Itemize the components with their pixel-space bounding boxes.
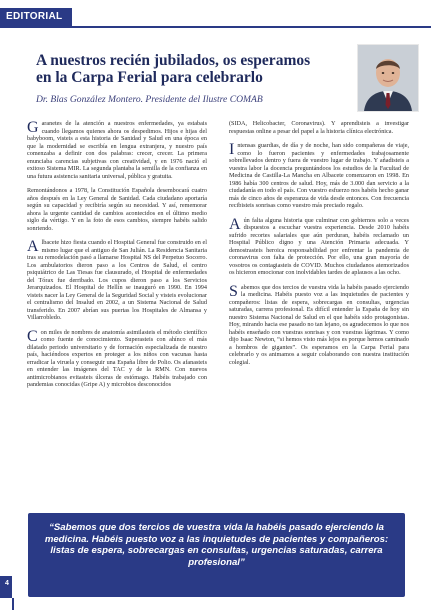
pull-quote: “Sabemos que dos tercios de vuestra vida la habéis pasado ejerciendo la medicina. Habéis puesto voz a las inquietudes de pacientes y compañeros: listas de espera, sobrecargas en consultas, urgencias saturadas, carrera profesional” bbox=[44, 522, 389, 568]
left-column bbox=[27, 120, 207, 396]
page-rule bbox=[12, 598, 14, 610]
paragraph-text: on miles de nombres de anatomía asimilasteis el método científico como fuente de conocimiento. Superasteis con ahínco el más dilatado periodo universitario y de formación especializada de nuestro país, haciéndoos expertos en proteger a los niños con vacunas hasta erradicar la viruela y conseguir una España libre de Polio. Os afanasteis en entender las imágenes del TAC y de la RMN. Con nuevos antimicrobianos evitasteis úlceras de estómago. Habéis trabajado con pandemias conocidas (Gripe A) y microbios desconocidos bbox=[27, 328, 207, 388]
paragraph-text: abemos que dos tercios de vuestra vida la habéis pasado ejerciendo la medicina. Habéis puesto voz a las inquietudes de pacientes y compañeros: listas de espera, sobrecargas en consultas, urgencias saturadas, carrera profesional. Es difícil entender la España de hoy sin nuestro Sistema Nacional de Salud en el que habéis sido protagonistas. Hoy, mirando hacia ese pasado no tan lejano, os agradecemos lo que nos habéis enseñado con vuestras sonrisas y con vuestras lágrimas. Y como dijo Isaac Newton, “si hemos visto más lejos es porque hemos caminado a hombros de gigantes”. Os esperamos en la Carpa Ferial para celebrarlo y os animamos a seguir colaborando con nuestra institución colegial. bbox=[229, 283, 409, 366]
paragraph-text: aranetes de la atención a nuestros enfermedades, ya estabais cuando llegamos quienes ahora os despedimos. Hijos e hijas del babyboom, visteis a esta historia de Sanidad y Salud en una época en que la modernidad se escribía en lengua extranjera, y nuestro país comenzaba a definir con dos palabras: crecer, crecer. La primera enunciaba carencias subjetivas con creatividad, y en 1976 nació el exitoso Sistema MIR. La segunda plantaba la semilla de la confianza en una futura asistencia sanitaria universal, pública y gratuita. bbox=[27, 120, 207, 180]
headline-line-1: A nuestros recién jubilados, os esperamos bbox=[36, 52, 311, 69]
paragraph-text: (SIDA, Helicobacter, Coronavirus). Y aprendisteis a investigar respuestas online a pesar del papel a la historia clínica electrónica. bbox=[229, 120, 409, 135]
top-rule bbox=[0, 26, 431, 28]
section-tag: EDITORIAL bbox=[0, 8, 72, 26]
drop-cap: A bbox=[229, 215, 241, 233]
pull-quote-box bbox=[28, 513, 405, 597]
right-column bbox=[229, 120, 409, 373]
paragraph bbox=[27, 120, 207, 180]
author-portrait-icon bbox=[358, 45, 418, 111]
paragraph bbox=[229, 217, 409, 277]
paragraph bbox=[27, 187, 207, 232]
paragraph bbox=[229, 142, 409, 210]
paragraph-text: ún falta alguna historia que culminar con gobiernos solo a veces dispuestos a escuchar vuestra experiencia. Desde 2010 habéis sufrido recortes salariales que aún perduran, habéis reclamado un Hospital Público digno y una Atención Primaria adecuada. Y demostrasteis heroica responsabilidad por enfrentar la pandemia de coronavirus con falta de protección. Por ello, una gran mayoría de vosotros os contagiasteis de COVID. Muchos ciudadanos atemorizados os hicieron emocionar con inolvidables tardes de aplausos a las ocho. bbox=[229, 216, 409, 276]
drop-cap: C bbox=[27, 327, 38, 345]
page-number: 4 bbox=[5, 580, 9, 587]
paragraph-text: lbacete hizo fiesta cuando el Hospital General fue construido en el mismo lugar que el antiguo de San Julián. La Residencia Sanitaria tras su remodelación pasó a llamarse Hospital NS del Perpetuo Socorro. Los ambulatorios dieron paso a los Centros de Salud, el centro psiquiátrico de Las Tiesas fue clausurado, el Hospital de enfermedades del Tórax fue derribado. Los cupos dieron paso a los Servicios Jerarquizados. El Hospital de Hellín se inauguró en 1990. En 1994 visteis nacer la Ley General de la Seguridad Social y visteis evolucionar el centralismo del Insalud en 2002, a un Sistema Nacional de Salud transferido. En 2007 abrían sus puertas los Hospitales de Almansa y Villarrobledo. bbox=[27, 239, 207, 321]
byline: Dr. Blas González Montero. Presidente del Ilustre COMAB bbox=[36, 94, 263, 105]
drop-cap: G bbox=[27, 119, 39, 136]
author-photo bbox=[357, 44, 419, 112]
paragraph bbox=[229, 120, 409, 135]
headline bbox=[36, 52, 336, 86]
paragraph bbox=[27, 329, 207, 389]
drop-cap: I bbox=[229, 141, 235, 158]
paragraph bbox=[27, 239, 207, 322]
drop-cap: A bbox=[27, 238, 39, 255]
headline-line-2: en la Carpa Ferial para celebrarlo bbox=[36, 69, 263, 86]
drop-cap: S bbox=[229, 282, 238, 300]
paragraph-text: Remontándonos a 1978, la Constitución Española desembocará cuatro años después en la Ley General de Sanidad. Cada ciudadano aportaría según su capacidad y recibiría según su necesidad. Y así, rememorar ahora la urgente cantidad de cambios acontecidos en el último medio siglo da vértigo. Y en la foto de esos cambios, siempre habéis salido sonriendo. bbox=[27, 187, 207, 232]
paragraph bbox=[229, 284, 409, 367]
paragraph-text: ntensas guardias, de día y de noche, han sido compañeras de viaje, como lo fueron pacientes y enfermedades trabajosamente sobrellevados dentro y fuera de vuestro lugar de trabajo. Y añadisteis a vuestra labor la docencia preguntándoos los estudios de la Facultad de Medicina de Castilla-La Mancha en Albacete comenzaron en 1998. En 1986 había 300 centros de salud. Hoy, más de 3.000 dan servicio a la ciudadanía en todo el país. Con vuestro esfuerzo nos habéis hecho ganar más de cinco años de esperanza de vida desde entonces. Con frecuencia recibisteis sonrisas como vuestro más preciado regalo. bbox=[229, 142, 409, 209]
